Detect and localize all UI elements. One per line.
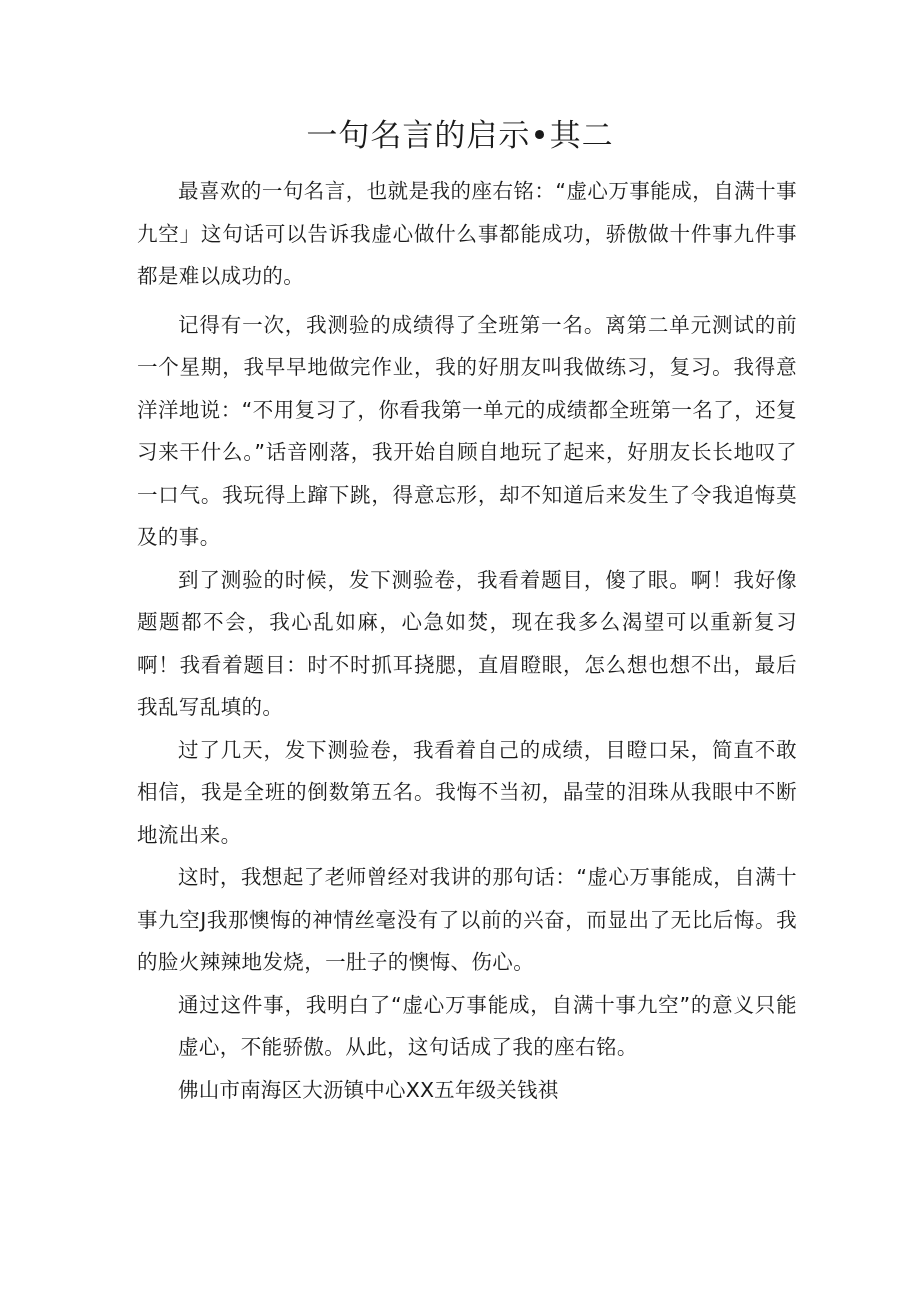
paragraph-4: 过了几天，发下测验卷，我看着自己的成绩，目瞪口呆，简直不敢相信，我是全班的倒数第五名。我悔不当初，晶莹的泪珠从我眼中不断地流出来。 (137, 737, 797, 847)
paragraph-5: 这时，我想起了老师曾经对我讲的那句话：“虚心万事能成，自满十事九空J我那懊悔的神情丝毫没有了以前的兴奋，而显出了无比后悔。我的脸火辣辣地发烧，一肚子的懊悔、伤心。 (137, 865, 797, 974)
paragraph-2: 记得有一次，我测验的成绩得了全班第一名。离第二单元测试的前一个星期，我早早地做完作业，我的好朋友叫我做练习，复习。我得意洋洋地说：“不用复习了，你看我第一单元的成绩都全班第一名了，还复习来干什么。”话音刚落，我开始自顾自地玩了起来，好朋友长长地叹了一口气。我玩得上蹿下跳，得意忘形，却不知道后来发生了令我追悔莫及的事。 (137, 312, 797, 549)
paragraph-3: 到了测验的时候，发下测验卷，我看着题目，傻了眼。啊！我好像题题都不会，我心乱如麻，心急如焚，现在我多么渴望可以重新复习啊！我看着题目：时不时抓耳挠腮，直眉瞪眼，怎么想也想不出，最后我乱写乱填的。 (137, 567, 797, 719)
document-body (137, 170, 797, 1111)
document-title: 一句名言的启示•其二 (306, 118, 614, 154)
paragraph-6: 通过这件事，我明白了“虚心万事能成，自满十事九空”的意义只能虚心，不能骄傲。从此，这句话成了我的座右铭。 (178, 992, 797, 1059)
author-signature: 佛山市南海区大沥镇中心XX五年级关钱祺 (178, 1077, 559, 1102)
paragraph-1: 最喜欢的一句名言，也就是我的座右铭：“虚心万事能成，自满十事九空」这句话可以告诉我虚心做什么事都能成功，骄傲做十件事九件事都是难以成功的。 (137, 179, 797, 288)
